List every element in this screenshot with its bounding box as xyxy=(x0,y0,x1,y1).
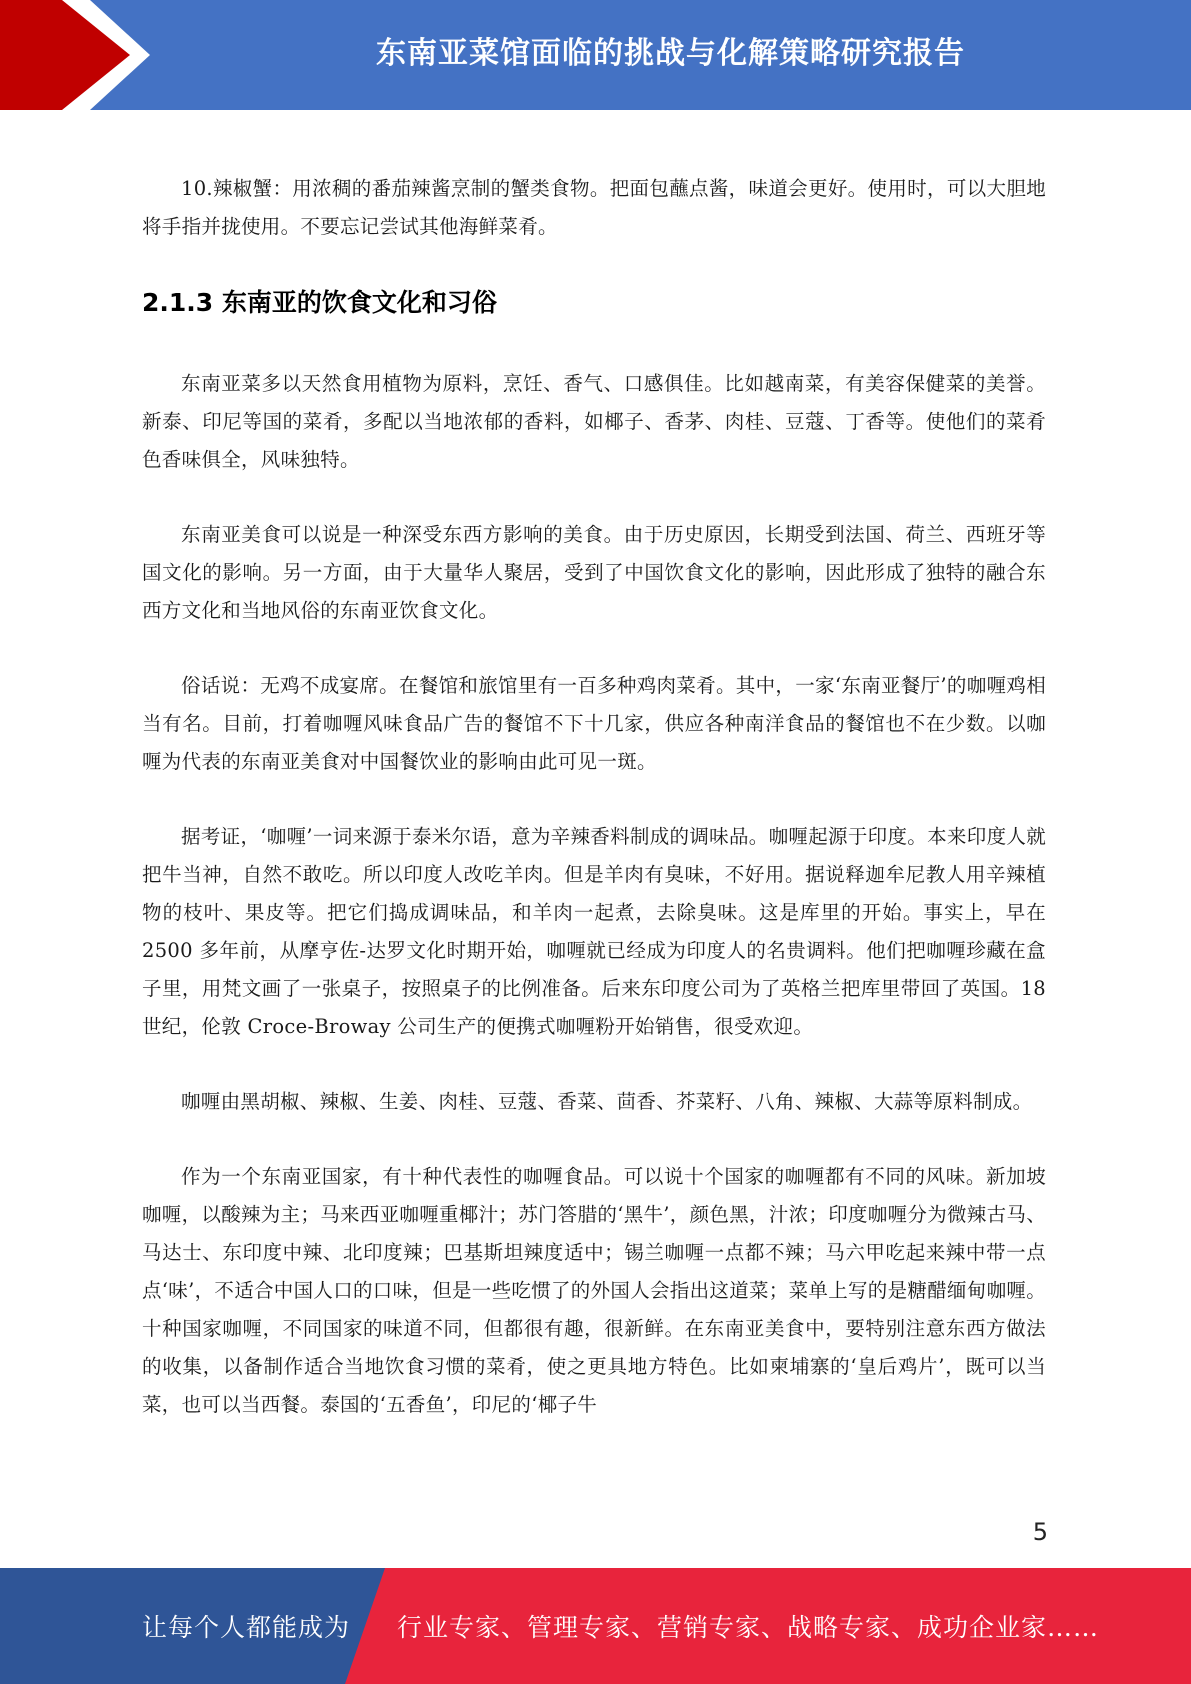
page-header xyxy=(0,0,1191,110)
page-footer xyxy=(0,1568,1191,1684)
document-title: 东南亚菜馆面临的挑战与化解策略研究报告 xyxy=(376,36,965,71)
footer-slogan-left: 让每个人都能成为 xyxy=(142,1613,351,1642)
body-paragraph: 作为一个东南亚国家，有十种代表性的咖喱食品。可以说十个国家的咖喱都有不同的风味。新加坡咖喱，以酸辣为主；马来西亚咖喱重椰汁；苏门答腊的‘黑牛’，颜色黑，汁浓；印度咖喱分为微辣古马、马达士、东印度中辣、北印度辣；巴基斯坦辣度适中；锡兰咖喱一点都不辣；马六甲吃起来辣中带一点点‘味’，不适合中国人口的口味，但是一些吃惯了的外国人会指出这道菜；菜单上写的是糖醋缅甸咖喱。十种国家咖喱，不同国家的味道不同，但都很有趣，很新鲜。在东南亚美食中，要特别注意东西方做法的收集，以备制作适合当地饮食习惯的菜肴，使之更具地方特色。比如柬埔寨的‘皇后鸡片’，既可以当菜，也可以当西餐。泰国的‘五香鱼’，印尼的‘椰子牛 xyxy=(142,1165,1046,1416)
body-paragraph: 俗话说：无鸡不成宴席。在餐馆和旅馆里有一百多种鸡肉菜肴。其中，一家‘东南亚餐厅’的咖喱鸡相当有名。目前，打着咖喱风味食品广告的餐馆不下十几家，供应各种南洋食品的餐馆也不在少数。以咖喱为代表的东南亚美食对中国餐饮业的影响由此可见一斑。 xyxy=(142,674,1046,773)
body-paragraph: 东南亚菜多以天然食用植物为原料，烹饪、香气、口感俱佳。比如越南菜，有美容保健菜的美誉。新泰、印尼等国的菜肴，多配以当地浓郁的香料，如椰子、香茅、肉桂、豆蔻、丁香等。使他们的菜肴色香味俱全，风味独特。 xyxy=(142,372,1046,471)
body-paragraph: 10.辣椒蟹：用浓稠的番茄辣酱烹制的蟹类食物。把面包蘸点酱，味道会更好。使用时，可以大胆地将手指并拢使用。不要忘记尝试其他海鲜菜肴。 xyxy=(142,177,1046,238)
red-chevron-decoration xyxy=(0,0,160,110)
section-heading: 2.1.3 东南亚的饮食文化和习俗 xyxy=(142,288,497,317)
body-paragraph: 据考证，‘咖喱’一词来源于泰米尔语，意为辛辣香料制成的调味品。咖喱起源于印度。本来印度人就把牛当神，自然不敢吃。所以印度人改吃羊肉。但是羊肉有臭味，不好用。据说释迦牟尼教人用辛辣植物的枝叶、果皮等。把它们捣成调味品，和羊肉一起煮，去除臭味。这是库里的开始。事实上，早在 2500 多年前，从摩亨佐-达罗文化时期开始，咖喱就已经成为印度人的名贵调料。他们把咖喱珍藏在盒子里，用梵文画了一张桌子，按照桌子的比例准备。后来东印度公司为了英格兰把库里带回了英国。18 世纪，伦敦 Croce-Broway 公司生产的便携式咖喱粉开始销售，很受欢迎。 xyxy=(142,825,1046,1038)
body-paragraph: 咖喱由黑胡椒、辣椒、生姜、肉桂、豆蔻、香菜、茴香、芥菜籽、八角、辣椒、大蒜等原料制成。 xyxy=(181,1090,1033,1113)
footer-slogan-right: 行业专家、管理专家、营销专家、战略专家、成功企业家…… xyxy=(397,1613,1100,1642)
document-body xyxy=(142,170,1046,1461)
page-number: 5 xyxy=(1032,1518,1048,1546)
body-paragraph: 东南亚美食可以说是一种深受东西方影响的美食。由于历史原因，长期受到法国、荷兰、西班牙等国文化的影响。另一方面，由于大量华人聚居，受到了中国饮食文化的影响，因此形成了独特的融合东西方文化和当地风俗的东南亚饮食文化。 xyxy=(142,523,1046,622)
